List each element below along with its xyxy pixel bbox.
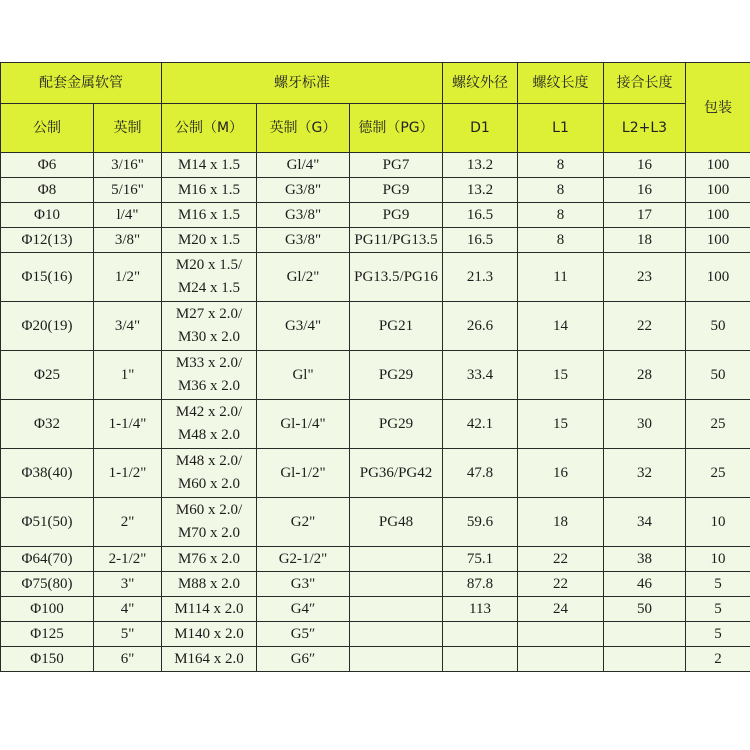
cell-thread-german: PG29 bbox=[350, 351, 443, 400]
cell-thread-imperial: Gl" bbox=[257, 351, 350, 400]
cell-joint-length: 22 bbox=[604, 302, 686, 351]
cell-hose-metric: Φ8 bbox=[1, 178, 94, 203]
cell-hose-metric: Φ51(50) bbox=[1, 498, 94, 547]
cell-packing: 50 bbox=[686, 302, 750, 351]
cell-thread-imperial: Gl-1/4" bbox=[257, 400, 350, 449]
cell-hose-imperial: 1-1/2" bbox=[94, 449, 162, 498]
cell-hose-metric: Φ20(19) bbox=[1, 302, 94, 351]
spec-table-container bbox=[0, 62, 750, 672]
cell-thread-length: 14 bbox=[518, 302, 604, 351]
cell-packing: 5 bbox=[686, 597, 750, 622]
cell-thread-imperial: G3" bbox=[257, 572, 350, 597]
header-d1: D1 bbox=[443, 104, 518, 153]
thread-metric-line: M14 x 1.5 bbox=[177, 156, 241, 173]
cell-hose-metric: Φ15(16) bbox=[1, 253, 94, 302]
cell-thread-od: 113 bbox=[443, 597, 518, 622]
cell-packing: 10 bbox=[686, 547, 750, 572]
cell-thread-imperial: G3/8" bbox=[257, 228, 350, 253]
header-row-top bbox=[1, 63, 750, 104]
cell-thread-imperial: Gl/2" bbox=[257, 253, 350, 302]
cell-thread-od: 87.8 bbox=[443, 572, 518, 597]
cell-hose-imperial: 1-1/4" bbox=[94, 400, 162, 449]
cell-hose-imperial: 3/16" bbox=[94, 153, 162, 178]
cell-hose-imperial: 1" bbox=[94, 351, 162, 400]
table-row bbox=[1, 302, 750, 351]
thread-metric-line: M16 x 1.5 bbox=[177, 181, 241, 198]
thread-metric-line: M27 x 2.0/ bbox=[175, 306, 243, 322]
header-thread-length: 螺纹长度 bbox=[518, 63, 604, 104]
table-row bbox=[1, 203, 750, 228]
thread-metric-line: M33 x 2.0/ bbox=[175, 355, 243, 371]
cell-thread-length: 16 bbox=[518, 449, 604, 498]
cell-thread-length: 8 bbox=[518, 228, 604, 253]
cell-thread-metric bbox=[162, 498, 257, 547]
header-thread-imperial: 英制（G） bbox=[257, 104, 350, 153]
thread-metric-line: M24 x 1.5 bbox=[177, 280, 241, 296]
cell-thread-od: 21.3 bbox=[443, 253, 518, 302]
cell-thread-metric bbox=[162, 228, 257, 253]
cell-thread-length: 11 bbox=[518, 253, 604, 302]
cell-hose-metric: Φ75(80) bbox=[1, 572, 94, 597]
header-thread-german: 德制（PG） bbox=[350, 104, 443, 153]
cell-packing: 25 bbox=[686, 449, 750, 498]
cell-hose-metric: Φ150 bbox=[1, 647, 94, 672]
cell-joint-length: 18 bbox=[604, 228, 686, 253]
cell-joint-length: 46 bbox=[604, 572, 686, 597]
cell-thread-metric bbox=[162, 572, 257, 597]
cell-thread-od: 42.1 bbox=[443, 400, 518, 449]
header-joint-length: 接合长度 bbox=[604, 63, 686, 104]
cell-packing: 100 bbox=[686, 253, 750, 302]
cell-thread-length: 15 bbox=[518, 351, 604, 400]
cell-thread-german: PG9 bbox=[350, 178, 443, 203]
cell-hose-imperial: 6" bbox=[94, 647, 162, 672]
cell-thread-od bbox=[443, 622, 518, 647]
cell-thread-german: PG21 bbox=[350, 302, 443, 351]
cell-thread-od: 26.6 bbox=[443, 302, 518, 351]
cell-thread-length bbox=[518, 647, 604, 672]
header-packing: 包装 bbox=[686, 63, 750, 153]
cell-thread-metric bbox=[162, 351, 257, 400]
table-row bbox=[1, 253, 750, 302]
cell-thread-od: 59.6 bbox=[443, 498, 518, 547]
cell-packing: 100 bbox=[686, 228, 750, 253]
table-row bbox=[1, 597, 750, 622]
thread-metric-line: M36 x 2.0 bbox=[177, 378, 241, 394]
header-imperial: 英制 bbox=[94, 104, 162, 153]
cell-thread-german bbox=[350, 597, 443, 622]
table-row bbox=[1, 178, 750, 203]
table-row bbox=[1, 498, 750, 547]
cell-thread-german bbox=[350, 647, 443, 672]
cell-packing: 2 bbox=[686, 647, 750, 672]
cell-hose-metric: Φ6 bbox=[1, 153, 94, 178]
thread-metric-line: M60 x 2.0 bbox=[177, 476, 241, 492]
cell-thread-metric bbox=[162, 178, 257, 203]
cell-thread-german: PG7 bbox=[350, 153, 443, 178]
cell-thread-german: PG13.5/PG16 bbox=[350, 253, 443, 302]
cell-thread-length: 24 bbox=[518, 597, 604, 622]
cell-thread-imperial: G2" bbox=[257, 498, 350, 547]
thread-metric-line: M140 x 2.0 bbox=[174, 625, 244, 642]
cell-thread-imperial: G5″ bbox=[257, 622, 350, 647]
cell-thread-german: PG29 bbox=[350, 400, 443, 449]
cell-thread-metric bbox=[162, 449, 257, 498]
cell-thread-german: PG48 bbox=[350, 498, 443, 547]
cell-thread-length: 22 bbox=[518, 572, 604, 597]
cell-hose-imperial: 3" bbox=[94, 572, 162, 597]
cell-thread-imperial: G3/8" bbox=[257, 203, 350, 228]
thread-metric-line: M20 x 1.5 bbox=[177, 231, 241, 248]
header-hose-group: 配套金属软管 bbox=[1, 63, 162, 104]
cell-joint-length: 23 bbox=[604, 253, 686, 302]
cell-thread-od: 47.8 bbox=[443, 449, 518, 498]
cell-thread-german bbox=[350, 547, 443, 572]
header-thread-group: 螺牙标准 bbox=[162, 63, 443, 104]
table-row bbox=[1, 449, 750, 498]
cell-thread-od: 16.5 bbox=[443, 228, 518, 253]
cell-thread-od: 75.1 bbox=[443, 547, 518, 572]
header-l1: L1 bbox=[518, 104, 604, 153]
header-row-sub bbox=[1, 104, 750, 153]
cell-joint-length: 17 bbox=[604, 203, 686, 228]
cell-packing: 100 bbox=[686, 203, 750, 228]
cell-thread-german: PG9 bbox=[350, 203, 443, 228]
cell-joint-length: 32 bbox=[604, 449, 686, 498]
cell-hose-imperial: 3/8" bbox=[94, 228, 162, 253]
cell-thread-length: 15 bbox=[518, 400, 604, 449]
cell-thread-length: 8 bbox=[518, 178, 604, 203]
cell-hose-metric: Φ10 bbox=[1, 203, 94, 228]
cell-hose-imperial: l/4" bbox=[94, 203, 162, 228]
header-metric: 公制 bbox=[1, 104, 94, 153]
cell-thread-od: 33.4 bbox=[443, 351, 518, 400]
cell-hose-metric: Φ125 bbox=[1, 622, 94, 647]
table-row bbox=[1, 572, 750, 597]
cell-joint-length: 16 bbox=[604, 178, 686, 203]
cell-thread-od bbox=[443, 647, 518, 672]
cell-thread-german: PG36/PG42 bbox=[350, 449, 443, 498]
cell-joint-length: 38 bbox=[604, 547, 686, 572]
spec-table bbox=[0, 62, 750, 672]
cell-packing: 50 bbox=[686, 351, 750, 400]
cell-thread-german: PG11/PG13.5 bbox=[350, 228, 443, 253]
header-l2l3: L2+L3 bbox=[604, 104, 686, 153]
cell-thread-metric bbox=[162, 547, 257, 572]
cell-hose-imperial: 5" bbox=[94, 622, 162, 647]
table-row bbox=[1, 228, 750, 253]
cell-thread-german bbox=[350, 622, 443, 647]
table-row bbox=[1, 400, 750, 449]
thread-metric-line: M20 x 1.5/ bbox=[175, 257, 243, 273]
header-thread-od: 螺纹外径 bbox=[443, 63, 518, 104]
cell-thread-length: 18 bbox=[518, 498, 604, 547]
cell-hose-metric: Φ25 bbox=[1, 351, 94, 400]
cell-thread-german bbox=[350, 572, 443, 597]
thread-metric-line: M76 x 2.0 bbox=[177, 550, 241, 567]
cell-packing: 5 bbox=[686, 622, 750, 647]
cell-joint-length: 34 bbox=[604, 498, 686, 547]
cell-hose-imperial: 2" bbox=[94, 498, 162, 547]
cell-thread-metric bbox=[162, 203, 257, 228]
cell-hose-metric: Φ32 bbox=[1, 400, 94, 449]
table-row bbox=[1, 622, 750, 647]
cell-hose-imperial: 1/2" bbox=[94, 253, 162, 302]
cell-thread-imperial: G3/8" bbox=[257, 178, 350, 203]
cell-hose-imperial: 3/4" bbox=[94, 302, 162, 351]
table-row bbox=[1, 647, 750, 672]
cell-joint-length: 30 bbox=[604, 400, 686, 449]
table-row bbox=[1, 547, 750, 572]
cell-thread-length: 8 bbox=[518, 153, 604, 178]
cell-joint-length bbox=[604, 647, 686, 672]
cell-joint-length: 28 bbox=[604, 351, 686, 400]
cell-hose-metric: Φ12(13) bbox=[1, 228, 94, 253]
cell-joint-length: 50 bbox=[604, 597, 686, 622]
table-row bbox=[1, 351, 750, 400]
thread-metric-line: M88 x 2.0 bbox=[177, 575, 241, 592]
cell-thread-metric bbox=[162, 302, 257, 351]
cell-thread-imperial: G6″ bbox=[257, 647, 350, 672]
cell-thread-metric bbox=[162, 622, 257, 647]
cell-packing: 100 bbox=[686, 153, 750, 178]
cell-hose-imperial: 4" bbox=[94, 597, 162, 622]
cell-thread-metric bbox=[162, 647, 257, 672]
cell-hose-imperial: 5/16" bbox=[94, 178, 162, 203]
cell-packing: 100 bbox=[686, 178, 750, 203]
cell-thread-length: 22 bbox=[518, 547, 604, 572]
cell-thread-length bbox=[518, 622, 604, 647]
cell-thread-metric bbox=[162, 153, 257, 178]
thread-metric-line: M30 x 2.0 bbox=[177, 329, 241, 345]
table-row bbox=[1, 153, 750, 178]
cell-thread-imperial: G4″ bbox=[257, 597, 350, 622]
cell-thread-metric bbox=[162, 400, 257, 449]
thread-metric-line: M48 x 2.0 bbox=[177, 427, 241, 443]
thread-metric-line: M42 x 2.0/ bbox=[175, 404, 243, 420]
cell-hose-imperial: 2-1/2" bbox=[94, 547, 162, 572]
cell-thread-metric bbox=[162, 597, 257, 622]
cell-packing: 25 bbox=[686, 400, 750, 449]
cell-thread-imperial: Gl-1/2" bbox=[257, 449, 350, 498]
cell-hose-metric: Φ38(40) bbox=[1, 449, 94, 498]
thread-metric-line: M114 x 2.0 bbox=[174, 600, 244, 617]
cell-hose-metric: Φ100 bbox=[1, 597, 94, 622]
cell-thread-length: 8 bbox=[518, 203, 604, 228]
thread-metric-line: M16 x 1.5 bbox=[177, 206, 241, 223]
spec-table-body bbox=[1, 153, 750, 672]
cell-thread-imperial: Gl/4" bbox=[257, 153, 350, 178]
cell-thread-imperial: G2-1/2" bbox=[257, 547, 350, 572]
cell-joint-length bbox=[604, 622, 686, 647]
cell-thread-od: 16.5 bbox=[443, 203, 518, 228]
thread-metric-line: M70 x 2.0 bbox=[177, 525, 241, 541]
thread-metric-line: M48 x 2.0/ bbox=[175, 453, 243, 469]
cell-joint-length: 16 bbox=[604, 153, 686, 178]
thread-metric-line: M164 x 2.0 bbox=[174, 650, 244, 667]
cell-hose-metric: Φ64(70) bbox=[1, 547, 94, 572]
cell-thread-metric bbox=[162, 253, 257, 302]
cell-packing: 10 bbox=[686, 498, 750, 547]
cell-packing: 5 bbox=[686, 572, 750, 597]
thread-metric-line: M60 x 2.0/ bbox=[175, 502, 243, 518]
cell-thread-od: 13.2 bbox=[443, 153, 518, 178]
header-thread-metric: 公制（M） bbox=[162, 104, 257, 153]
cell-thread-od: 13.2 bbox=[443, 178, 518, 203]
cell-thread-imperial: G3/4" bbox=[257, 302, 350, 351]
